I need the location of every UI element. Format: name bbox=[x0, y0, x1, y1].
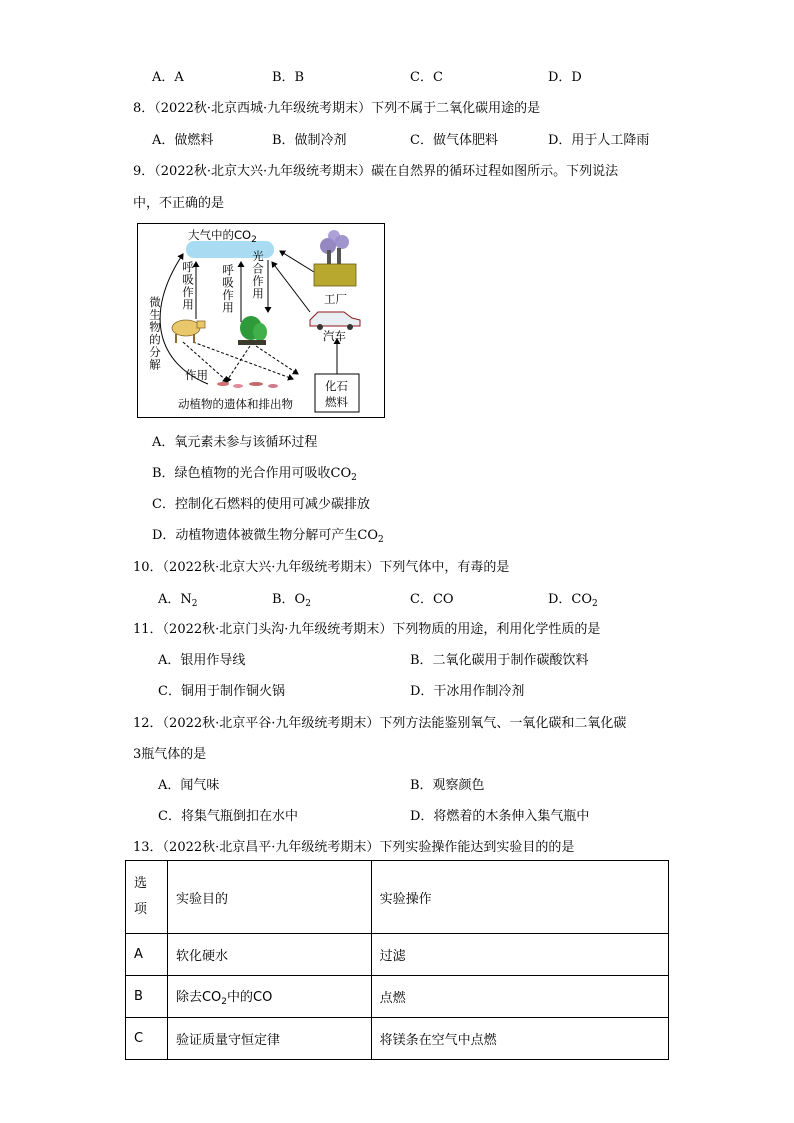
q9-option-c: C．控制化石燃料的使用可减少碳排放 bbox=[152, 497, 370, 512]
photosynthesis-label: 光合作用 bbox=[251, 250, 265, 300]
q10-option-d: D．$CO_2$ bbox=[548, 592, 598, 609]
fossil-fuel-label-2: 燃料 bbox=[325, 395, 348, 409]
q11-option-c: C．铜用于制作铜火锅 bbox=[158, 684, 285, 699]
q12-option-d: D．将燃着的木条伸入集气瓶中 bbox=[410, 809, 590, 824]
arrow-plant-remains-2 bbox=[256, 346, 298, 374]
table-row bbox=[126, 934, 669, 976]
row-a-operation: 过滤 bbox=[371, 934, 668, 976]
factory-label: 工厂 bbox=[324, 292, 347, 306]
car-label: 汽车 bbox=[323, 329, 346, 343]
arrow-factory-emission bbox=[280, 251, 314, 272]
arrow-car-emission bbox=[272, 262, 310, 312]
q10-option-b: B．$O_2$ bbox=[272, 592, 311, 609]
q11-stem: 11．（2022秋·北京门头沟·九年级统考期末）下列物质的用途，利用化学性质的是 bbox=[133, 622, 601, 637]
respiration-label-1: 呼吸作用 bbox=[181, 261, 195, 311]
row-c-operation: 将镁条在空气中点燃 bbox=[371, 1018, 668, 1060]
table-row bbox=[126, 976, 669, 1018]
row-a-purpose: 软化硬水 bbox=[167, 934, 371, 976]
q7-option-b: B．B bbox=[272, 70, 305, 85]
q9-stem-line1: 9．（2022秋·北京大兴·九年级统考期末）碳在自然界的循环过程如图所示。下列说法 bbox=[133, 164, 619, 179]
q8-option-a: A．做燃料 bbox=[152, 133, 214, 148]
q12-option-c: C．将集气瓶倒扣在水中 bbox=[158, 809, 298, 824]
tree-icon bbox=[238, 316, 267, 345]
row-b-purpose: 除去$CO_2$中的CO bbox=[167, 976, 371, 1018]
q7-option-a: A．A bbox=[152, 70, 184, 85]
q8-option-d: D．用于人工降雨 bbox=[548, 133, 650, 148]
header-option: 选 项 bbox=[126, 861, 168, 934]
cow-icon bbox=[172, 320, 205, 343]
row-b-option: B bbox=[126, 976, 168, 1018]
q8-option-c: C．做气体肥料 bbox=[410, 133, 498, 148]
q12-option-a: A．闻气味 bbox=[158, 778, 220, 793]
microbe-label: 微生物的分解 bbox=[148, 296, 162, 371]
row-c-option: C bbox=[126, 1018, 168, 1060]
remains-icon bbox=[217, 382, 278, 388]
q8-option-b: B．做制冷剂 bbox=[272, 133, 347, 148]
arrow-plant-remains bbox=[226, 346, 250, 382]
q11-option-d: D．干冰用作制冷剂 bbox=[410, 684, 525, 699]
q12-stem-line2: 3瓶气体的是 bbox=[133, 747, 207, 762]
header-purpose: 实验目的 bbox=[167, 861, 371, 934]
q9-option-d: D．动植物遗体被微生物分解可产生$CO_2$ bbox=[152, 528, 384, 545]
q7-option-d: D．D bbox=[548, 70, 582, 85]
microbe-label-2: 作用 bbox=[185, 368, 208, 382]
fossil-fuel-label-1: 化石 bbox=[325, 379, 348, 393]
q12-stem-line1: 12．（2022秋·北京平谷·九年级统考期末）下列方法能鉴别氧气、一氧化碳和二氧化碳 bbox=[133, 716, 627, 731]
experiment-table bbox=[125, 860, 669, 1060]
table-row bbox=[126, 1018, 669, 1060]
q8-stem: 8．（2022秋·北京西城·九年级统考期末）下列不属于二氧化碳用途的是 bbox=[133, 101, 541, 116]
respiration-label-2: 呼吸作用 bbox=[221, 264, 235, 314]
q7-option-c: C．C bbox=[410, 70, 443, 85]
q11-option-b: B．二氧化碳用于制作碳酸饮料 bbox=[410, 653, 589, 668]
table-header-row bbox=[126, 861, 669, 934]
factory-icon bbox=[314, 230, 356, 286]
q9-stem-line2: 中，不正确的是 bbox=[133, 196, 225, 211]
q9-option-b: B．绿色植物的光合作用可吸收$CO_2$ bbox=[152, 466, 357, 483]
q9-option-a: A．氧元素未参与该循环过程 bbox=[152, 435, 318, 450]
q13-stem: 13．（2022秋·北京昌平·九年级统考期末）下列实验操作能达到实验目的的是 bbox=[133, 840, 575, 855]
q11-option-a: A．银用作导线 bbox=[158, 653, 246, 668]
row-a-option: A bbox=[126, 934, 168, 976]
carbon-cycle-diagram bbox=[137, 223, 385, 418]
q10-option-c: C．CO bbox=[410, 592, 454, 607]
remains-label: 动植物的遗体和排出物 bbox=[178, 397, 293, 411]
atmosphere-label: 大气中的$CO_2$ bbox=[188, 228, 257, 245]
q12-option-b: B．观察颜色 bbox=[410, 778, 485, 793]
header-operation: 实验操作 bbox=[371, 861, 668, 934]
q10-option-a: A．$N_2$ bbox=[158, 592, 198, 609]
row-c-purpose: 验证质量守恒定律 bbox=[167, 1018, 371, 1060]
row-b-operation: 点燃 bbox=[371, 976, 668, 1018]
q10-stem: 10．（2022秋·北京大兴·九年级统考期末）下列气体中，有毒的是 bbox=[133, 560, 510, 575]
